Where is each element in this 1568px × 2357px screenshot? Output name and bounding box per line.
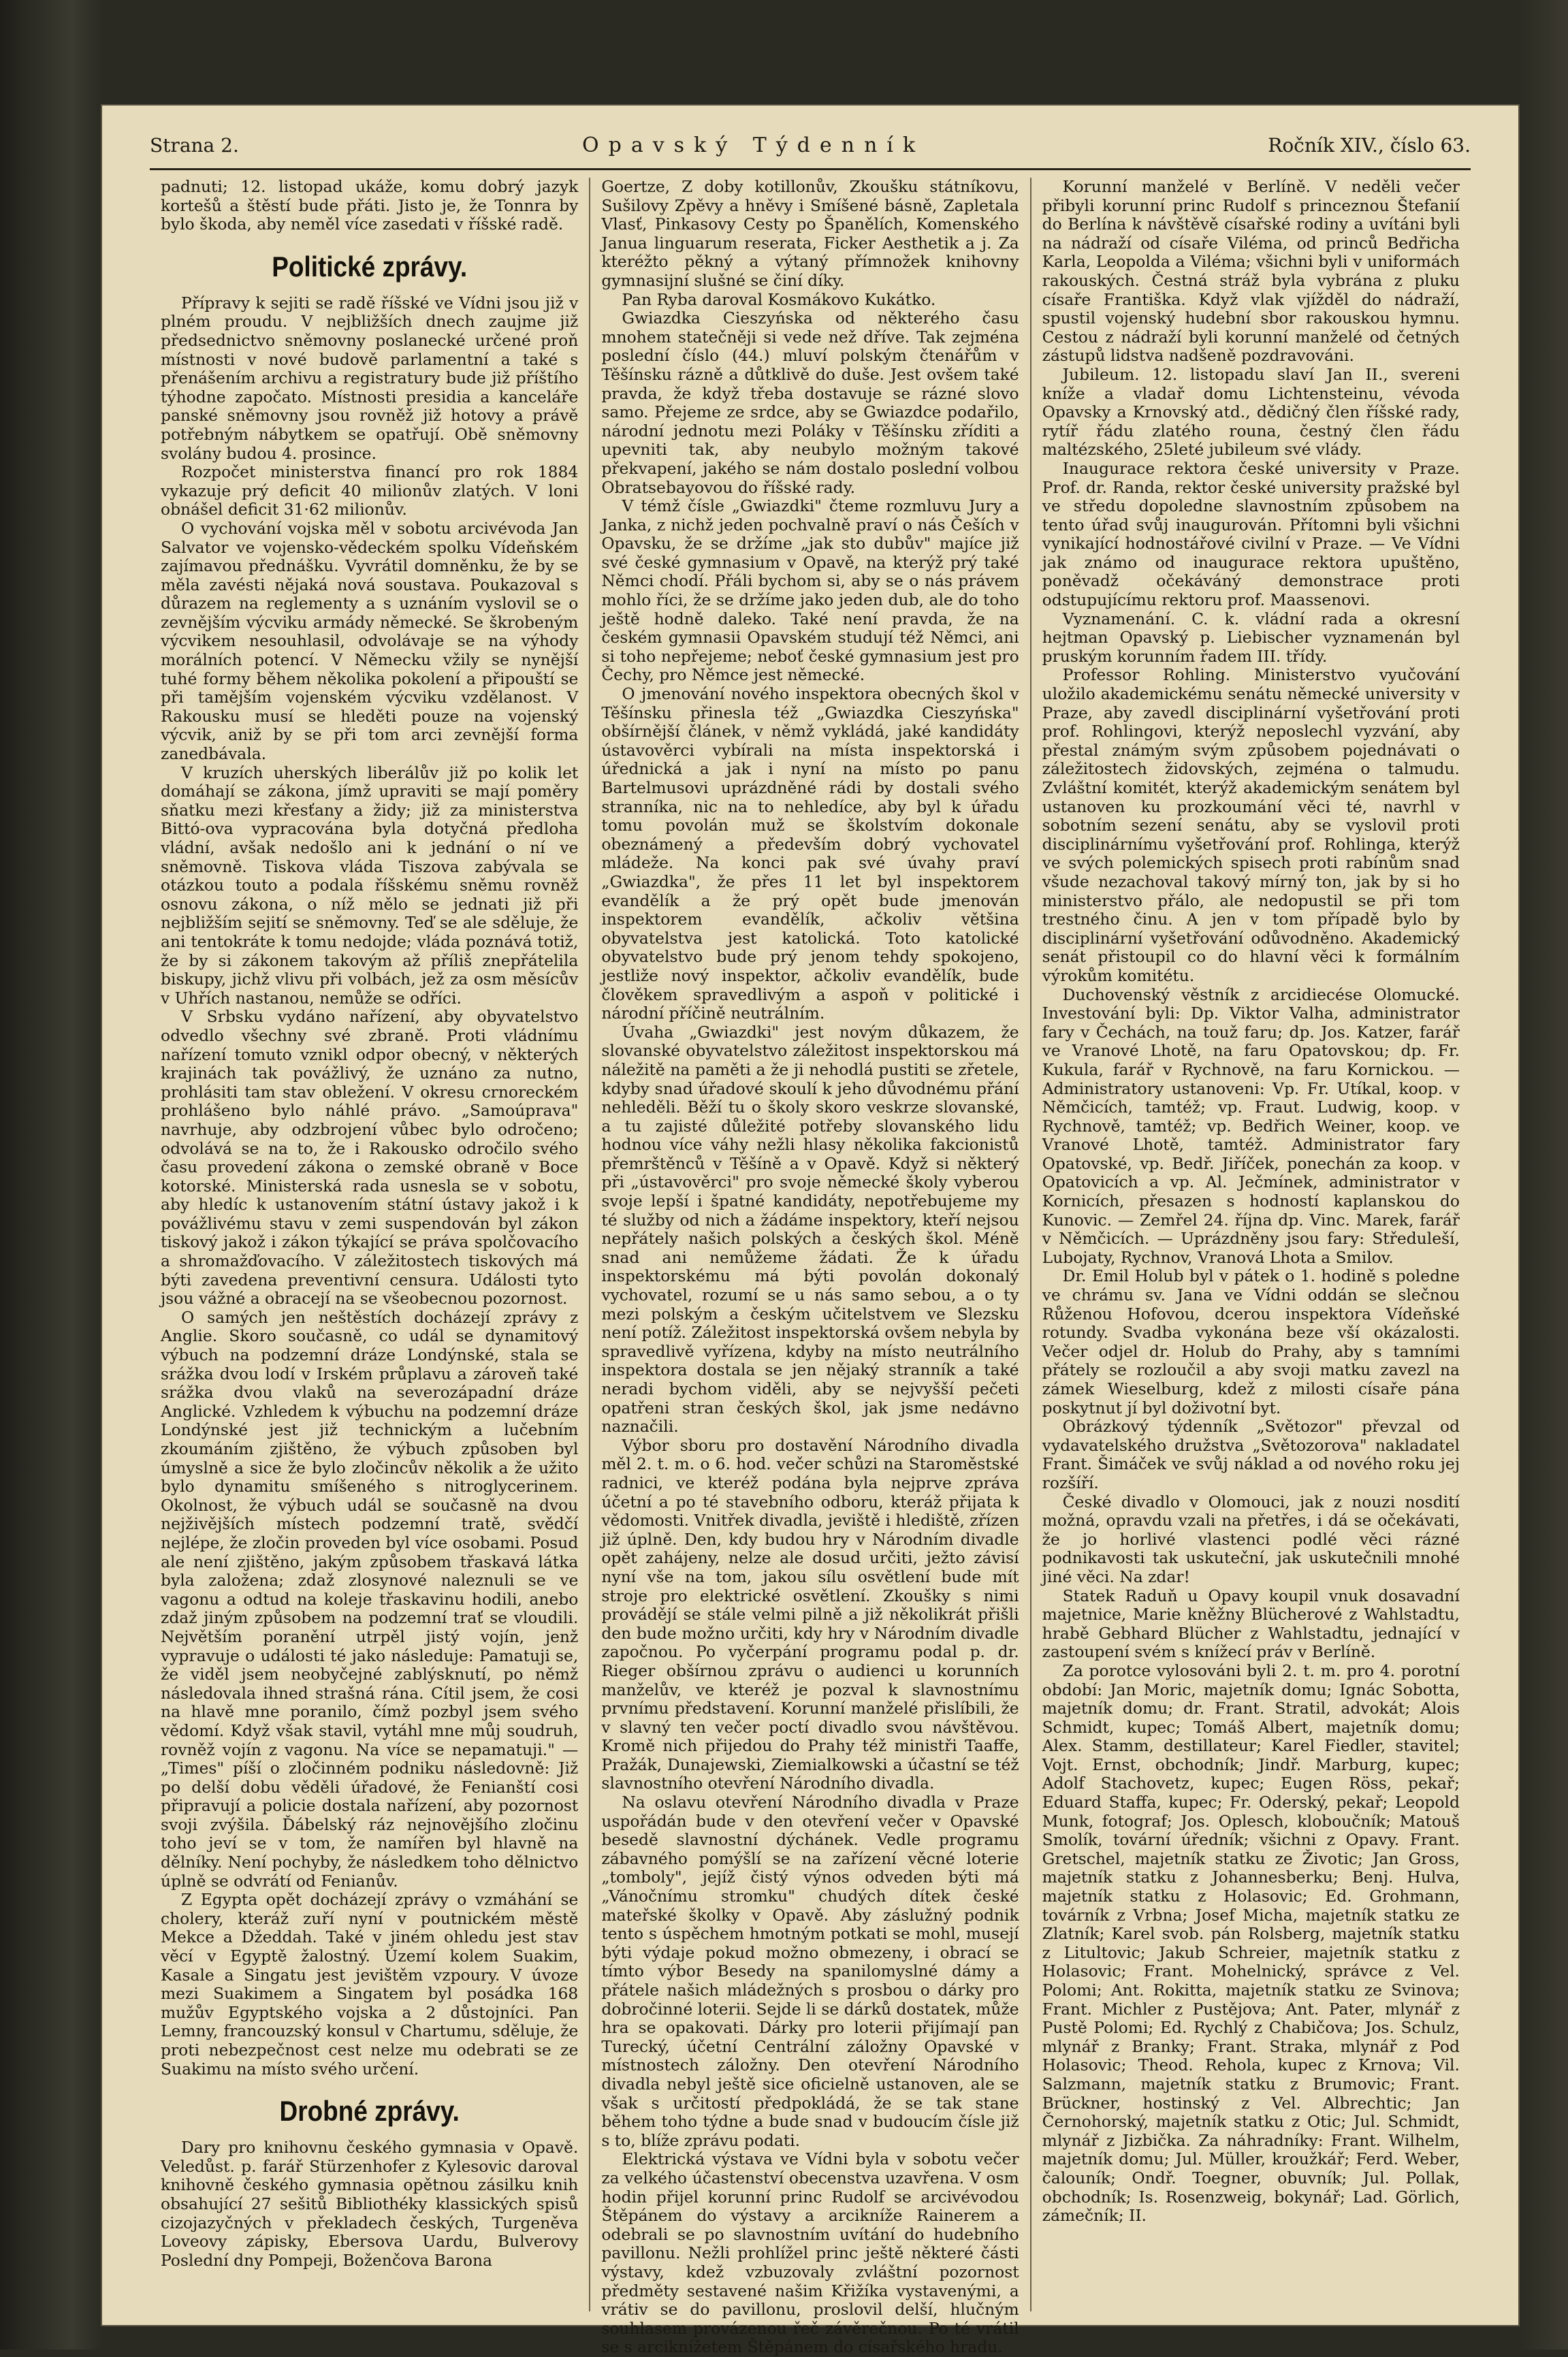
paragraph: Inaugurace rektora české university v Praze. Prof. dr. Randa, rektor české university pražské byl ve středu dopoledne slavnostním způsobem na tento úřad svůj inaugurován. Přítomni byli všichni vynikající hodnostářové civilní v Praze. — Ve Vídni jak známo od inaugurace rektora upuštěno, poněvadž očekáváný demonstrace proti odstupujícímu rektoru prof. Maassenovi.	[1042, 458, 1460, 610]
book-spine	[0, 0, 102, 2350]
paragraph: Pan Ryba daroval Kosmákovo Kukátko.	[622, 289, 936, 309]
paragraph: Za porotce vylosováni byli 2. t. m. pro 4. porotní období: Jan Moric, majetník domu; Ignác Sobotta, majetník domu; dr. Frant. Stratil, advokát; Alois Schmidt, kupec; Tomáš Albert, majetník domu; Alex. Stamm, destillateur; Karel Fiedler, stavitel; Vojt. Ernst, obchodník; Jindř. Marburg, kupec; Adolf Stachovetz, kupec; Eugen Röss, pekař; Eduard Staffa, kupec; Fr. Oderský, pekař; Leopold Munk, fotograf; Jos. Oplesch, kloboučník; Matouš Smolík, tovární úředník; všichni z Opavy. Frant. Gretschel, majetník statku ze Životic; Jan Gross, majetník statku z Johannesberku; Benj. Hulva, majetník statku z Holasovic; Ed. Grohmann, továrník z Vrbna; Josef Micha, majetník statku ze Zlatník; Karel svob. pán Rolsberg, majetník statku z Litultovic; Jakub Schreier, majetník statku z Holasovic; Frant. Mohelnický, správce z Vel. Polomi; Ant. Rokitta, majetník statku ze Svinova; Frant. Michler z Pustějova; Ant. Pater, mlynář z Pustě Polomi; Ed. Rychlý z Chabičova; Jos. Schulz, mlynář z Branky; Frant. Straka, mlynář z Pod Holasovic; Theod. Rehola, kupec z Krnova; Vil. Salzmann, majetník statku z Brumovic; Frant. Brückner, hostinský z Vel. Albrechtic; Jan Černohorský, majetník statku z Otic; Jul. Schmidt, mlynář z Jizbička. Za náhradníky: Frant. Wilhelm, majetník domu; Jul. Müller, kroužkář; Ferd. Weber, čalouník; Ondř. Toegner, obuvník; Jul. Pollak, obchodník; Is. Rosenzweig, bokynář; Lad. Görlich, zámečník; II.	[1042, 1661, 1460, 2226]
section-heading-politics: Politické zprávy.	[272, 250, 468, 283]
page-header	[150, 129, 1471, 161]
paragraph: Úvaha „Gwiazdki" jest novým důkazem, že slovanské obyvatelstvo záležitost inspektorskou má náležitě na paměti a že ji nehodlá pustiti se zřetele, kdyby snad úřadové skoulí k jeho důvodnému přání nehleděli. Běží tu o školy skoro veskrze slovanské, a tu zajisté důležité potřeby slovanského lidu hodnou více váhy nežli hlasy několika fakcionistů přemrštěnců v Těšíně a v Opavě. Když si některý při „ústavověrci" pro svoje německé školy vyberou svoje lepší i špatné kandidáty, nepotřebujeme my té služby od nich a žádáme inspektory, kteří nejsou nepřátely našich polských a českých škol. Méně snad ani nemůžeme žádati. Že k úřadu inspektorskému má býti povolán dokonalý vychovatel, rozumí se u nás samo sebou, a o ty mezi polským a českým učitelstvem ve Slezsku není potíž. Záležitost inspektorská ovšem nebyla by spravedlivě vyřízena, kdyby na místo neutrálního inspektora dostala se jen nějaký stranník a také neradi bychom viděli, aby se nejvyšší pečeti opatřeni stran českých škol, jak jsme nedávno naznačili.	[601, 1022, 1019, 1437]
paragraph: Statek Raduň u Opavy koupil vnuk dosavadní majetnice, Marie kněžny Blücherové z Wahlstadtu, hrabě Gebhard Blücher z Wahlstadtu, jednající v zastoupení svém s knížecí práv v Berlíně.	[1042, 1586, 1460, 1662]
section-heading-brief-news: Drobné zprávy.	[279, 2095, 460, 2128]
paragraph: V témž čísle „Gwiazdki" čteme rozmluvu Jury a Janka, z nichž jeden pochvalně praví o nás Češích v Opavsku, že se držíme „jak sto dubův" majíce již své české gymnasium v Opavě, na kterýž prý také Němci chodí. Přáli bychom si, aby se o nás právem mohlo říci, že se držíme jako jeden dub, ale do toho ještě hodně daleko. Také není pravda, že na českém gymnasii Opavském studují též Němci, ani si toho nepřejeme; neboť české gymnasium jest pro Čechy, pro Němce jest německé.	[601, 496, 1019, 685]
paragraph: V kruzích uherských liberálův již po kolik let domáhají se zákona, jímž upraviti se mají poměry sňatku mezi křesťany a židy; již za ministerstva Bittó-ova vypracována byla dotyčná předloha vládní, avšak nedošlo ani k jednání o ní ve sněmovně. Tiskova vláda Tiszova zabývala se otázkou touto a podala říšskému sněmu rovněž osnovu zákona, o níž mělo se jednati již při nejbližším sejití se sněmovny. Teď se ale sděluje, že ani tentokráte k tomu nedojde; vláda poznává totiž, že by si zákonem takovým až příliš znepřátelila biskupy, jichž vlivu při volbách, jež za osm měsícův v Uhřích nastanou, nemůže se odříci.	[161, 763, 579, 1008]
paragraph: Jubileum. 12. listopadu slaví Jan II., svereni kníže a vladař domu Lichtensteinu, vévoda Opavsky a Krnovský atd., dědičný člen říšské rady, rytíř řádu zlatého rouna, čestný člen řádu maltézského, 25leté jubileum své vlády.	[1042, 364, 1460, 460]
paragraph: Professor Rohling. Ministerstvo vyučování uložilo akademickému senátu německé university v Praze, aby zavedl disciplinární vyšetřování proti prof. Rohlingovi, kterýž neposlechl vyzvání, aby přestal známým svým způsobem pojednávati o záležitostech židovských, zejména o talmudu. Zvláštní komitét, kterýž akademickým senátem byl ustanoven ku prozkoumání věci té, navrhl v sobotním sezení senátu, aby se vyslovil proti disciplinárnímu vyšetřování prof. Rohlinga, kterýž ve svých polemických spisech proti rabínům snad všude nezachoval takový mírný ton, jak by si ho ministerstvo přálo, ale nedopustil se při tom trestného činu. A jen v tom případě bylo by disciplinární vyšetřování odůvodněno. Akademický senát přistoupil co do hlavní věci k formálním výrokům komitétu.	[1042, 665, 1460, 985]
paragraph: Gwiazdka Cieszyńska od některého času mnohem statečněji si vede než dříve. Tak zejména poslední číslo (44.) mluví polským čtenářům v Těšínsku rázně a důtklivě do duše. Jest ovšem také pravda, že když třeba dostavuje se rázné slovo samo. Přejeme ze srdce, aby se Gwiazdce podařilo, národní jednotu mezi Poláky v Těšínsku zříditi a upevniti tak, aby neubylo možným takové překvapení, jakého se nám dostalo poslední volbou Obratsebayovou do říšské rady.	[601, 308, 1019, 497]
column-1	[150, 178, 589, 2311]
paragraph: Rozpočet ministerstva financí pro rok 1884 vykazuje prý deficit 40 milionův zlatých. V loni obnášel deficit 31·62 milionův.	[161, 462, 579, 519]
paragraph: Duchovenský věstník z arcidiecése Olomucké. Investování byli: Dp. Viktor Valha, administrator fary v Čechách, na touž faru; dp. Jos. Katzer, farář ve Vranové Lhotě, na faru Opatovskou; dp. Fr. Kukula, farář v Rychnově, na faru Kornickou. — Administratory ustanoveni: Vp. Fr. Utíkal, koop. v Němčicích, tamtéž; vp. Fraut. Ludwig, koop. v Rychnově, tamtéž; vp. Bedřich Weiner, koop. ve Vranové Lhotě, tamtéž. Administrator fary Opatovské, vp. Bedř. Jiříček, ponechán za koop. v Opatovicích a vp. Al. Ječmínek, administrator v Kornicích, přesazen s hodností kaplanskou do Kunovic. — Zemřel 24. října dp. Vinc. Marek, farář v Němčicích. — Uprázdněny jsou fary: Středuleší, Lubojaty, Rychnov, Vranová Lhota a Smilov.	[1042, 984, 1460, 1267]
paragraph: O samých jen neštěstích docházejí zprávy z Anglie. Skoro současně, co udál se dynamitový výbuch na podzemní dráze Londýnské, stala se srážka dvou lodí v Irském průplavu a zároveň také srážka dvou vlaků na severozápadní dráze Anglické. Vzhledem k výbuchu na podzemní dráze Londýnské jest již technickým a lučebním zkoumáním zjištěno, že výbuch způsoben byl úmyslně a sice že bylo zločincův několik a že užito bylo dynamitu smíšeného s nitroglycerinem. Okolnost, že výbuch udál se současně na dvou nejživějších místech podzemní tratě, svědčí nejlépe, že zločin proveden byl více osobami. Posud ale není zjištěno, jakým způsobem třaskavá látka byla založena; zdaž zlosynové naleznuli se ve vagonu a odtud na koleje třaskavinu hodili, anebo zdaž jiným způsobem na podzemní trať se vloudili. Největším poranění utrpěl jistý vojín, jenž vypravuje o události té jako následuje: Pamatuji se, že viděl jsem neobyčejné zablýsknutí, po němž následovala ihned strašná rána. Cítil jsem, že cosi na hlavě mne poranilo, čímž pozbyl jsem svého vědomí. Když však stavil, vytáhl mne můj soudruh, rovněž vojín z vagonu. Na více se nepamatuji." — „Times" píší o zločinném podniku následovně: Již po delší dobu věděli úřadové, že Fenianští cosi připravují a policie dostala nařízení, aby pozornost svoji zvýšila. Ďábelský ráz nejnovějšího zločinu toho jeví se v tom, že namířen byl hlavně na dělníky. Není pochyby, že následkem toho dělnictvo úplně se odvrátí od Fenianův.	[161, 1307, 579, 1891]
paragraph: Výbor sboru pro dostavění Národního divadla měl 2. t. m. o 6. hod. večer schůzi na Staroměstské radnici, ve kteréž podána byla nejprve zpráva účetní a po té stavebního odboru, kteráž přijata k vědomosti. Vnitřek divadla, jeviště i hlediště, zřízen již úplně. Den, kdy budou hry v Národním divadle opět zahájeny, nelze ale dosud určiti, ježto závisí nyní vše na tom, jakou sílu osvětlení bude mít stroje pro elektrické osvětlení. Zkoušky s nimi provádějí se stále velmi pilně a již několikrát přišli den bude možno určiti, kdy hry v Národním divadle započnou. Po vyčerpání programu podal p. dr. Rieger obšírnou zprávu o audienci u korunních manželův, ve kteréž je pozval k slavnostnímu prvnímu představení. Korunní manželé přislíbili, že v slavný ten večer poctí divadlo svou návštěvou. Kromě nich přijedou do Prahy též ministři Taaffe, Pražák, Dunajewski, Ziemialkowski a účastní se též slavnostního otevření Národního divadla.	[601, 1435, 1019, 1793]
paragraph: Dary pro knihovnu českého gymnasia v Opavě. Veledůst. p. farář Stürzenhofer z Kylesovic daroval knihovně českého gymnasia opětnou zásilku knih obsahující 27 sešitů Bibliothéky klassických spisů cizojazyčných v překladech českých, Turgeněva Loveovy zápisky, Ebersova Uardu, Bulverovy Poslední dny Pompeji, Boženčova Barona	[161, 2138, 579, 2270]
column-3	[1030, 178, 1471, 2311]
newspaper-page	[102, 106, 1518, 2357]
paragraph: Korunní manželé v Berlíně. V neděli večer přibyli korunní princ Rudolf s princeznou Štefanií do Berlína k návštěvě císařské rodiny a uvítáni byli na nádraží od císaře Viléma, od princů Bedřicha Karla, Leopolda a Viléma; všichni byli v uniformách rakouských. Čestná stráž byla vybrána z pluku císaře Františka. Když vlak vjížděl do nádraží, spustil vojenský hudební sbor rakouskou hymnu. Cestou z nádraží byli korunní manželé od četných zástupů lidstva nadšeně pozdravováni.	[1042, 177, 1460, 366]
paragraph: padnuti; 12. listopad ukáže, komu dobrý jazyk kortešů a štěstí bude přáti. Jisto je, že Tonnra by bylo škoda, aby neměl více zasedati v říšské radě.	[161, 177, 579, 234]
paragraph: České divadlo v Olomouci, jak z nouzi nosdití možná, opravdu vzali na přetřes, i dá se očekávati, že jo horlivé vlastenci podlé věci rázné podnikavosti tak uskuteční, jak uskutečnili mnohé jiné věci. Na zdar!	[1042, 1492, 1460, 1586]
paragraph: Vyznamenání. C. k. vládní rada a okresní hejtman Opavský p. Liebischer vyznamenán byl pruským korunním řadem III. třídy.	[1042, 609, 1460, 666]
volume-issue: Ročník XIV., číslo 63.	[1268, 133, 1471, 157]
page-edge	[1518, 0, 1568, 2350]
paragraph: Obrázkový týdenník „Světozor" převzal od vydavatelského družstva „Světozorova" nakladatel Frant. Šimáček ve svůj náklad a od nového roku jej rozšíří.	[1042, 1417, 1460, 1492]
article-columns	[150, 177, 1471, 2357]
paragraph: Na oslavu otevření Národního divadla v Praze uspořádán bude v den otevření večer v Opavské besedě slavnostní dýchánek. Vedle programu zábavného pomýšlí se na zařízení věcné loterie „tomboly", jejíž čistý výnos odveden býti má „Vánočnímu stromku" chudých dítek české mateřské školky v Opavě. Aby záslužný podnik tento s úspěchem hmotným potkati se mohl, musejí býti výdaje pokud možno obmezeny, i obrací se tímto výbor Besedy na spanilomyslné dámy a přátele našich mládežných s prosbou o dárky pro dobročinné loterii. Sejde li se dárků dostatek, může hra se opakovati. Dárky pro loterii přijímají pan Turecký, účetní Centrální záložny Opavské v místnostech záložny. Den otevření Národního divadla nebyl ještě sice oficielně ustanoven, ale se však s určitostí předpokládá, že se tak stane během toho týdne a bude snad v budoucím čísle již s to, blíže zprávu podati.	[601, 1793, 1019, 2150]
masthead: Opavský Týdenník	[582, 133, 925, 157]
paragraph: Dr. Emil Holub byl v pátek o 1. hodině s poledne ve chrámu sv. Jana ve Vídni oddán se slečnou Růženou Hofovou, dcerou inspektora Vídeňské rotundy. Svadba vykonána beze vší okázalosti. Večer odjel dr. Holub do Prahy, aby s tamními přátely se rozloučil a aby svoji matku zavezl na zámek Wieselburg, kdež z milosti císaře pána poskytnut jí byl doživotní byt.	[1042, 1266, 1460, 1417]
header-rule	[150, 168, 1471, 170]
paragraph: O jmenování nového inspektora obecných škol v Těšínsku přinesla též „Gwiazdka Cieszyńska" obšírnější článek, v němž vykládá, jaké kandidáty ústavověrci vybírali na místa inspektorská i úřednická a jak i nyní na místo po panu Bartelmusovi uprázdněné rádi by dostali svého stranníka, nic na to nehledíce, aby byl k úřadu tomu povolán muž se školstvím dokonale obeznámený a především dobrý vychovatel mládeže. Na konci pak své úvahy praví „Gwiazdka", že přes 11 let byl inspektorem evandělík a že prý opět bude jmenován inspektorem evandělík, ačkoliv většina obyvatelstva jest katolická. Toto katolické obyvatelstvo bude prý jenom tehdy spokojeno, jestliže nový inspektor, ačkoliv evandělík, bude člověkem spravedlivým a aspoň v politické i národní příčině neutrálním.	[601, 684, 1019, 1023]
paragraph: Elektrická výstava ve Vídni byla v sobotu večer za velkého účastenství obecenstva uzavřena. V osm hodin přijel korunní princ Rudolf se arcivévodou Štěpánem do výstavy a arcikníže Rainerem a odebrali se po slavnostním uvítání do hudebního pavillonu. Nežli prohlížel princ ještě některé části výstavy, kdež vzbuzovaly zvláštní pozornost předměty sestavené našim Křižíka vystavenými, a vrátiv se do pavillonu, proslovil delší, hlučným souhlasem provázenou řeč závěrečnou. Po té vrátil se s arciknížetem Štěpánem do císařského hradu.	[601, 2149, 1019, 2357]
paragraph: V Srbsku vydáno nařízení, aby obyvatelstvo odvedlo všechny své zbraně. Proti vládnímu nařízení tomuto vznikl odpor obecný, v některých krajinách tak povážlivý, že uznáno za nutno, prohlásiti tam stav obležení. V okresu crnoreckém prohlášeno bylo náhlé právo. „Samoúprava" navrhuje, aby odzbrojení vůbec bylo odročeno; odvolává se na to, že i Rakousko odročilo svého času provedení zákona o zemské obraně v Boce kotorské. Ministerská rada usnesla se v sobotu, aby hledíc k ustanovením státní ústavy jakož i k povážlivému stavu v zemi suspendován byl zákon tiskový jakož i zákon týkající se práva spolčovacího a shromažďovacího. V záležitostech tiskových má býti zavedena preventivní censura. Události tyto jsou vážné a obracejí na se všeobecnou pozornost.	[161, 1007, 579, 1309]
column-2	[589, 177, 1029, 2357]
paragraph: Z Egypta opět docházejí zprávy o vzmáhání se cholery, kteráž zuří nyní v poutnickém městě Mekce a Džeddah. Také v jiném ohledu jest stav věcí v Egyptě žalostný. Území kolem Suakim, Kasale a Singatu jest jevištěm vzpoury. V úvoze mezi Suakimem a Singatem byl posádka 168 mužův Egyptského vojska a 2 důstojníci. Pan Lemny, francouzský konsul v Chartumu, sděluje, že proti nebezpečnost cest nelze mu odebrati se ze Suakimu na místo svého určení.	[161, 1890, 579, 2079]
page-number: Strana 2.	[150, 133, 239, 157]
paragraph: Goertze, Z doby kotillonův, Zkoušku státníkovu, Sušilovy Zpěvy a hněvy i Smíšené básně, Zapletala Vlasť, Pinkasovy Cesty po Španělích, Komenského Janua linguarum reserata, Ficker Aesthetik a j. Za kteréžto pěkný a výtaný přímnožek knihovny gymnasijní slušné se činí díky.	[601, 177, 1019, 290]
paragraph: Přípravy k sejiti se radě říšské ve Vídni jsou již v plném proudu. V nejbližších dnech zaujme již předsednictvo sněmovny poslanecké určené proň místnosti v nové budově parlamentní a také s přenášením archivu a registratury bude již příštího týhodne započato. Místnosti presidia a kanceláře panské sněmovny jsou rovněž již hotovy a právě potřebným nábytkem se opatřují. Obě sněmovny svolány budou 4. prosince.	[161, 293, 579, 463]
paragraph: O vychování vojska měl v sobotu arcivévoda Jan Salvator ve vojensko-vědeckém spolku Vídeňském zajímavou přednášku. Vyvrátil domněnku, že by se měla zavésti nějaká nová soustava. Poukazoval s důrazem na reglementy a s uznáním vyslovil se o zevnějším výcviku armády německé. Se škrobeným výcvikem nesouhlasil, odvolávaje se na výhody morálních potencí. V Německu vžily se nynější tuhé formy během několika pokolení a připouští se při tamějším vojenském výcviku vzdělanost. V Rakousku musí se hleděti pouze na vojenský výcvik, aniž by se při tom arci zevnější forma zanedbávala.	[161, 518, 579, 764]
